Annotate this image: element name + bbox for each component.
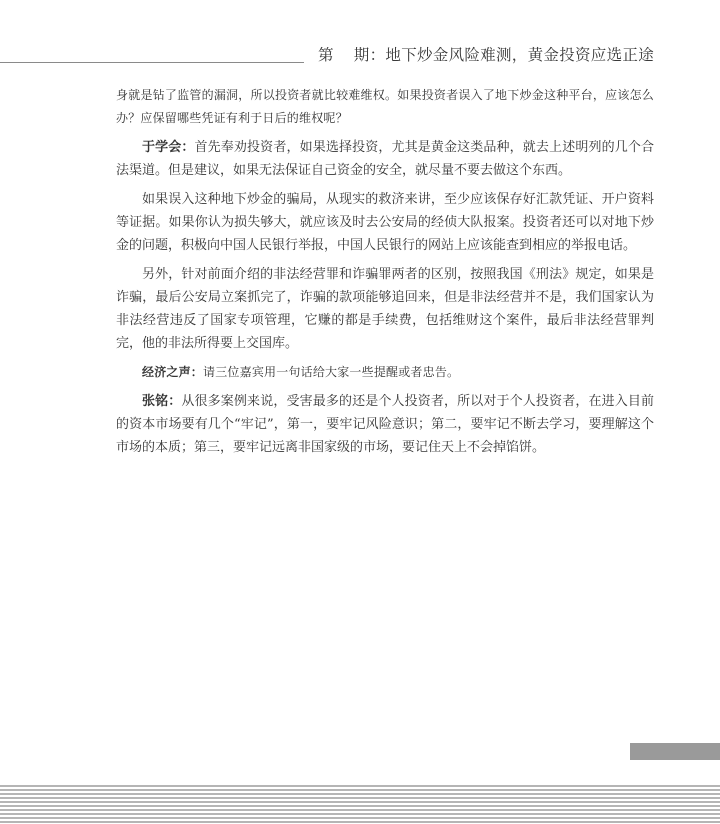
page-tab-decoration (630, 743, 720, 760)
paragraph-text: 从很多案例来说，受害最多的还是个人投资者，所以对于个人投资者，在进入目前的资本市场要有几个“牢记”，第一，要牢记风险意识；第二，要牢记不断去学习，要理解这个市场的本质；第三，要牢记远离非国家级的市场，要记住天上不会掉馅饼。 (116, 394, 654, 455)
speaker-label: 张铭： (142, 394, 182, 409)
header-title (318, 43, 654, 65)
paragraph-answer-zhang (116, 390, 654, 459)
paragraph-question-host (116, 361, 654, 384)
article-body (116, 84, 654, 465)
issue-title: 期：地下炒金风险难测，黄金投资应选正途 (353, 46, 654, 64)
paragraph-text: 请三位嘉宾用一句话给大家一些提醒或者忠告。 (203, 365, 460, 379)
paragraph-answer-continued (116, 188, 654, 257)
paragraph-text: 如果误入这种地下炒金的骗局，从现实的救济来讲，至少应该保存好汇款凭证、开户资料等证据。如果你认为损失够大，就应该及时去公安局的经侦大队报案。投资者还可以对地下炒金的问题，积极向中国人民银行举报，中国人民银行的网站上应该能查到相应的举报电话。 (116, 192, 654, 253)
paragraph-answer-yu (116, 136, 654, 182)
paragraph-question-continued (116, 84, 654, 130)
speaker-label: 于学会： (142, 140, 195, 155)
header-rule (0, 62, 304, 63)
paragraph-text: 另外，针对前面介绍的非法经营罪和诈骗罪两者的区别，按照我国《刑法》规定，如果是诈骗，最后公安局立案抓完了，诈骗的款项能够追回来，但是非法经营并不是，我们国家认为非法经营违反了国家专项管理，它赚的都是手续费，包括维财这个案件，最后非法经营罪判完，他的非法所得要上交国库。 (116, 267, 654, 351)
footer-stripes-decoration (0, 785, 720, 824)
paragraph-text: 首先奉劝投资者，如果选择投资，尤其是黄金这类品种，就去上述明列的几个合法渠道。但是建议，如果无法保证自己资金的安全，就尽量不要去做这个东西。 (116, 140, 654, 178)
issue-prefix: 第 (317, 46, 334, 64)
paragraph-answer-continued (116, 263, 654, 355)
running-header (0, 40, 720, 70)
paragraph-text: 身就是钻了监管的漏洞，所以投资者就比较难维权。如果投资者误入了地下炒金这种平台，应该怎么办？应保留哪些凭证有利于日后的维权呢？ (116, 88, 654, 125)
speaker-label: 经济之声： (142, 365, 204, 379)
